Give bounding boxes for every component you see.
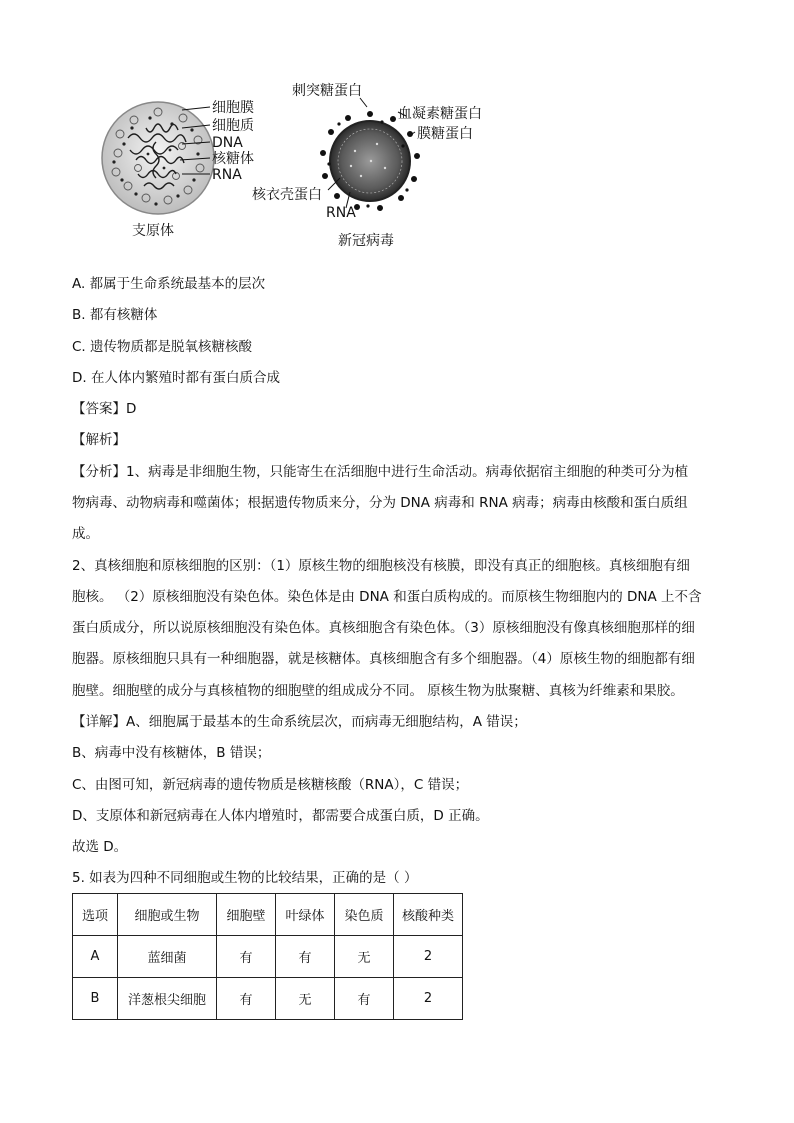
- analysis-heading: 【解析】: [72, 432, 126, 448]
- label-spike-glycoprotein: 刺突糖蛋白: [292, 83, 362, 99]
- option-c: C. 遗传物质都是脱氧核糖核酸: [72, 339, 253, 355]
- caption-mycoplasma: 支原体: [132, 223, 174, 239]
- analysis-line: 【分析】1、病毒是非细胞生物，只能寄生在活细胞中进行生命活动。病毒依据宿主细胞的种类可分为植: [72, 464, 689, 480]
- table-cell: 有: [217, 978, 276, 1020]
- label-virus-rna: RNA: [326, 205, 356, 221]
- answer-line: 【答案】D: [72, 401, 137, 417]
- analysis-line: 胞壁。细胞壁的成分与真核植物的细胞壁的组成成分不同。 原核生物为肽聚糖、真核为纤维素和果胶。: [72, 683, 684, 699]
- label-hemagglutinin-glycoprotein: 血凝素糖蛋白: [398, 106, 482, 122]
- table-row: [73, 978, 463, 1020]
- table-cell: A: [73, 936, 118, 978]
- comparison-table: [72, 893, 463, 1020]
- label-cell-membrane: 细胞膜: [212, 100, 254, 116]
- table-cell: 有: [335, 978, 394, 1020]
- detail-line: C、由图可知，新冠病毒的遗传物质是核糖核酸（RNA），C 错误；: [72, 777, 469, 793]
- analysis-line: 胞器。原核细胞只具有一种细胞器，就是核糖体。真核细胞含有多个细胞器。（4）原核生物的细胞都有细: [72, 651, 695, 667]
- table-header: 叶绿体: [276, 894, 335, 936]
- table-header: 染色质: [335, 894, 394, 936]
- table-cell: 2: [394, 978, 463, 1020]
- table-header: 细胞或生物: [118, 894, 217, 936]
- table-cell: 蓝细菌: [118, 936, 217, 978]
- analysis-line: 蛋白质成分，所以说原核细胞没有染色体。真核细胞含有染色体。（3）原核细胞没有像真核细胞那样的细: [72, 620, 695, 636]
- option-d: D. 在人体内繁殖时都有蛋白质合成: [72, 370, 280, 386]
- option-a: A. 都属于生命系统最基本的层次: [72, 276, 266, 292]
- analysis-line: 胞核。 （2）原核细胞没有染色体。染色体是由 DNA 和蛋白质构成的。而原核生物细胞内的 DNA 上不含: [72, 589, 702, 605]
- table-cell: B: [73, 978, 118, 1020]
- detail-line: B、病毒中没有核糖体，B 错误；: [72, 745, 271, 761]
- question-5: 5. 如表为四种不同细胞或生物的比较结果，正确的是（ ）: [72, 870, 418, 886]
- table-cell: 2: [394, 936, 463, 978]
- table-cell: 无: [276, 978, 335, 1020]
- caption-coronavirus: 新冠病毒: [338, 233, 394, 249]
- label-membrane-glycoprotein: 膜糖蛋白: [417, 126, 473, 142]
- analysis-line: 物病毒、动物病毒和噬菌体；根据遗传物质来分，分为 DNA 病毒和 RNA 病毒；病毒由核酸和蛋白质组: [72, 495, 688, 511]
- table-header: 核酸种类: [394, 894, 463, 936]
- table-row: [73, 936, 463, 978]
- table-cell: 无: [335, 936, 394, 978]
- label-nucleocapsid-protein: 核衣壳蛋白: [252, 187, 322, 203]
- table-cell: 有: [217, 936, 276, 978]
- label-dna: DNA: [212, 135, 243, 151]
- option-b: B. 都有核糖体: [72, 307, 158, 323]
- detail-line: D、支原体和新冠病毒在人体内增殖时，都需要合成蛋白质，D 正确。: [72, 808, 489, 824]
- analysis-line: 2、真核细胞和原核细胞的区别：（1）原核生物的细胞核没有核膜，即没有真正的细胞核。真核细胞有细: [72, 558, 690, 574]
- table-header-row: [73, 894, 463, 936]
- label-ribosome: 核糖体: [212, 151, 254, 167]
- table-cell: 有: [276, 936, 335, 978]
- label-cytoplasm: 细胞质: [212, 118, 254, 134]
- cell-virus-figure: [70, 70, 530, 260]
- detail-line: 【详解】A、细胞属于最基本的生命系统层次，而病毒无细胞结构，A 错误；: [72, 714, 527, 730]
- table-cell: 洋葱根尖细胞: [118, 978, 217, 1020]
- table-header: 选项: [73, 894, 118, 936]
- label-rna: RNA: [212, 167, 242, 183]
- detail-line: 故选 D。: [72, 839, 128, 855]
- table-header: 细胞壁: [217, 894, 276, 936]
- analysis-line: 成。: [72, 526, 99, 542]
